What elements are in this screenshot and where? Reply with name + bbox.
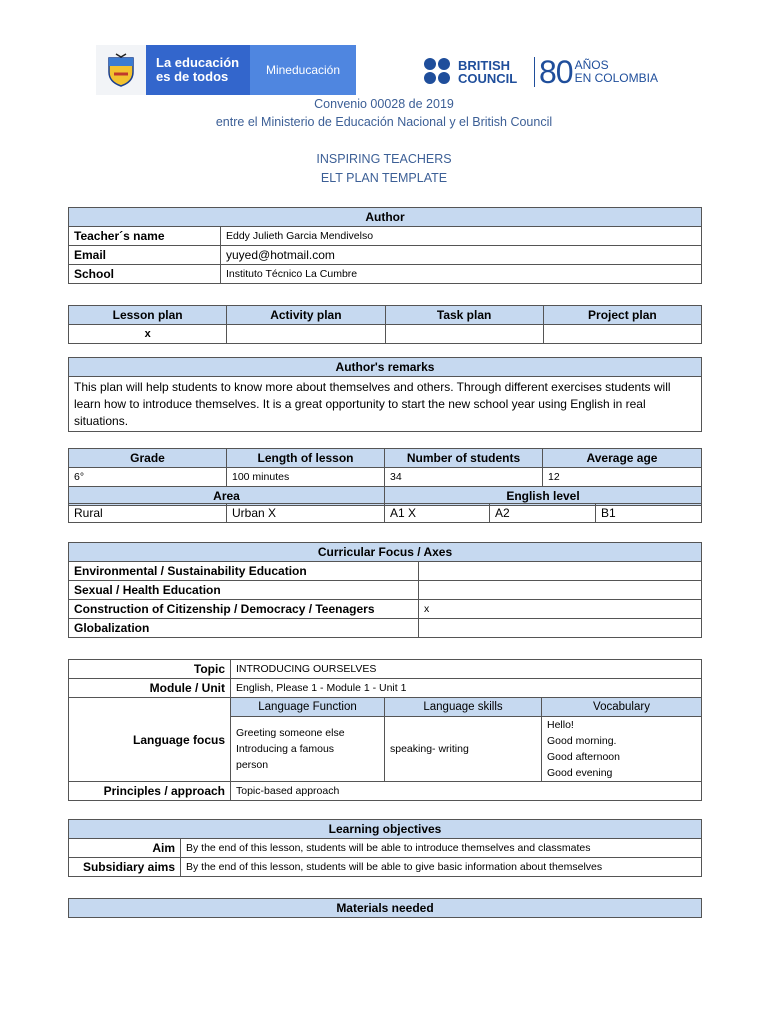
subsidiary-aims-label: Subsidiary aims <box>69 858 181 877</box>
age-header: Average age <box>543 449 702 468</box>
program-title: INSPIRING TEACHERS <box>316 152 452 166</box>
language-skills-header: Language skills <box>385 698 542 717</box>
anos-line-1: AÑOS <box>574 58 609 72</box>
area-urban: Urban X <box>227 504 385 523</box>
aim-label: Aim <box>69 839 181 858</box>
language-function-cell <box>231 717 385 782</box>
education-slogan <box>146 45 250 95</box>
subsidiary-aims-value: By the end of this lesson, students will be able to give basic information about themselves <box>181 858 702 877</box>
area-rural: Rural <box>69 504 227 523</box>
level-a1: A1 X <box>385 504 490 523</box>
students-header: Number of students <box>385 449 543 468</box>
remarks-header: Author's remarks <box>69 358 702 377</box>
bc-line-1: BRITISH <box>458 58 510 73</box>
level-a2: A2 <box>490 504 596 523</box>
activity-plan-mark <box>227 325 385 344</box>
length-header: Length of lesson <box>227 449 385 468</box>
school-label: School <box>69 265 221 284</box>
lesson-plan-mark: x <box>69 325 227 344</box>
topic-label: Topic <box>69 660 231 679</box>
length-value: 100 minutes <box>227 468 385 487</box>
british-council-logo <box>424 52 664 92</box>
slogan-line-1: La educación <box>156 55 240 70</box>
function-line: Greeting someone else <box>236 727 345 739</box>
curricular-environmental-mark <box>419 562 702 581</box>
curricular-environmental-label: Environmental / Sustainability Education <box>69 562 419 581</box>
colombia-shield-icon <box>96 45 146 95</box>
lesson-details-table <box>68 659 702 801</box>
author-table <box>68 207 702 284</box>
function-line: person <box>236 759 269 771</box>
grade-value: 6° <box>69 468 227 487</box>
task-plan-mark <box>385 325 543 344</box>
topic-value: INTRODUCING OURSELVES <box>231 660 702 679</box>
template-title: ELT PLAN TEMPLATE <box>320 171 448 185</box>
lesson-plan-header: Lesson plan <box>69 306 227 325</box>
email-label: Email <box>69 246 221 265</box>
teacher-name-label: Teacher´s name <box>69 227 221 246</box>
curricular-sexual-health-mark <box>419 581 702 600</box>
module-label: Module / Unit <box>69 679 231 698</box>
materials-table <box>68 898 702 918</box>
curricular-table <box>68 542 702 638</box>
vocabulary-item: Good afternoon <box>547 751 620 763</box>
curricular-sexual-health-label: Sexual / Health Education <box>69 581 419 600</box>
area-level-table <box>68 503 702 523</box>
objectives-table <box>68 819 702 877</box>
slogan-line-2: es de todos <box>156 69 229 84</box>
anniversary-number: 80 <box>539 54 573 90</box>
vocabulary-item: Hello! <box>547 719 574 731</box>
curricular-header: Curricular Focus / Axes <box>69 543 702 562</box>
anos-line-2: EN COLOMBIA <box>574 71 658 85</box>
materials-header: Materials needed <box>69 899 702 918</box>
module-value: English, Please 1 - Module 1 - Unit 1 <box>231 679 702 698</box>
teacher-name-value: Eddy Julieth Garcia Mendivelso <box>221 227 702 246</box>
aim-value: By the end of this lesson, students will be able to introduce themselves and classmates <box>181 839 702 858</box>
school-value: Instituto Técnico La Cumbre <box>221 265 702 284</box>
curricular-globalization-label: Globalization <box>69 619 419 638</box>
language-focus-label: Language focus <box>69 698 231 782</box>
remarks-text: This plan will help students to know more about themselves and others. Through different exercises students will learn how to introduce themselves. It is a great opportunity to start the new school year using English in real situations. <box>69 377 702 432</box>
language-skills-value: speaking- writing <box>385 717 542 782</box>
language-function-header: Language Function <box>231 698 385 717</box>
principles-value: Topic-based approach <box>231 782 702 801</box>
students-value: 34 <box>385 468 543 487</box>
principles-label: Principles / approach <box>69 782 231 801</box>
level-b1: B1 <box>596 504 702 523</box>
anniversary-text <box>575 59 658 85</box>
vocabulary-item: Good evening <box>547 767 613 779</box>
email-value: yuyed@hotmail.com <box>221 246 702 265</box>
agreement-line-1: Convenio 00028 de 2019 <box>314 97 454 111</box>
function-line: Introducing a famous <box>236 743 335 755</box>
vocabulary-cell <box>542 717 702 782</box>
grade-header: Grade <box>69 449 227 468</box>
area-header: Area <box>69 487 385 506</box>
curricular-citizenship-label: Construction of Citizenship / Democracy / Teenagers <box>69 600 419 619</box>
class-info-table <box>68 448 702 506</box>
english-level-header: English level <box>385 487 702 506</box>
logo-divider <box>534 57 535 87</box>
government-logo <box>96 45 356 95</box>
bc-line-2: COUNCIL <box>458 71 518 86</box>
objectives-header: Learning objectives <box>69 820 702 839</box>
project-plan-mark <box>543 325 701 344</box>
vocabulary-header: Vocabulary <box>542 698 702 717</box>
task-plan-header: Task plan <box>385 306 543 325</box>
remarks-table <box>68 357 702 432</box>
curricular-citizenship-mark: x <box>419 600 702 619</box>
agreement-line-2: entre el Ministerio de Educación Nacional y el British Council <box>215 115 553 129</box>
british-council-dots-icon <box>424 58 452 86</box>
ministry-label: Mineducación <box>250 45 356 95</box>
plan-type-table <box>68 305 702 344</box>
author-header: Author <box>69 208 702 227</box>
curricular-globalization-mark <box>419 619 702 638</box>
british-council-wordmark <box>458 59 528 85</box>
age-value: 12 <box>543 468 702 487</box>
vocabulary-item: Good morning. <box>547 735 617 747</box>
activity-plan-header: Activity plan <box>227 306 385 325</box>
project-plan-header: Project plan <box>543 306 701 325</box>
